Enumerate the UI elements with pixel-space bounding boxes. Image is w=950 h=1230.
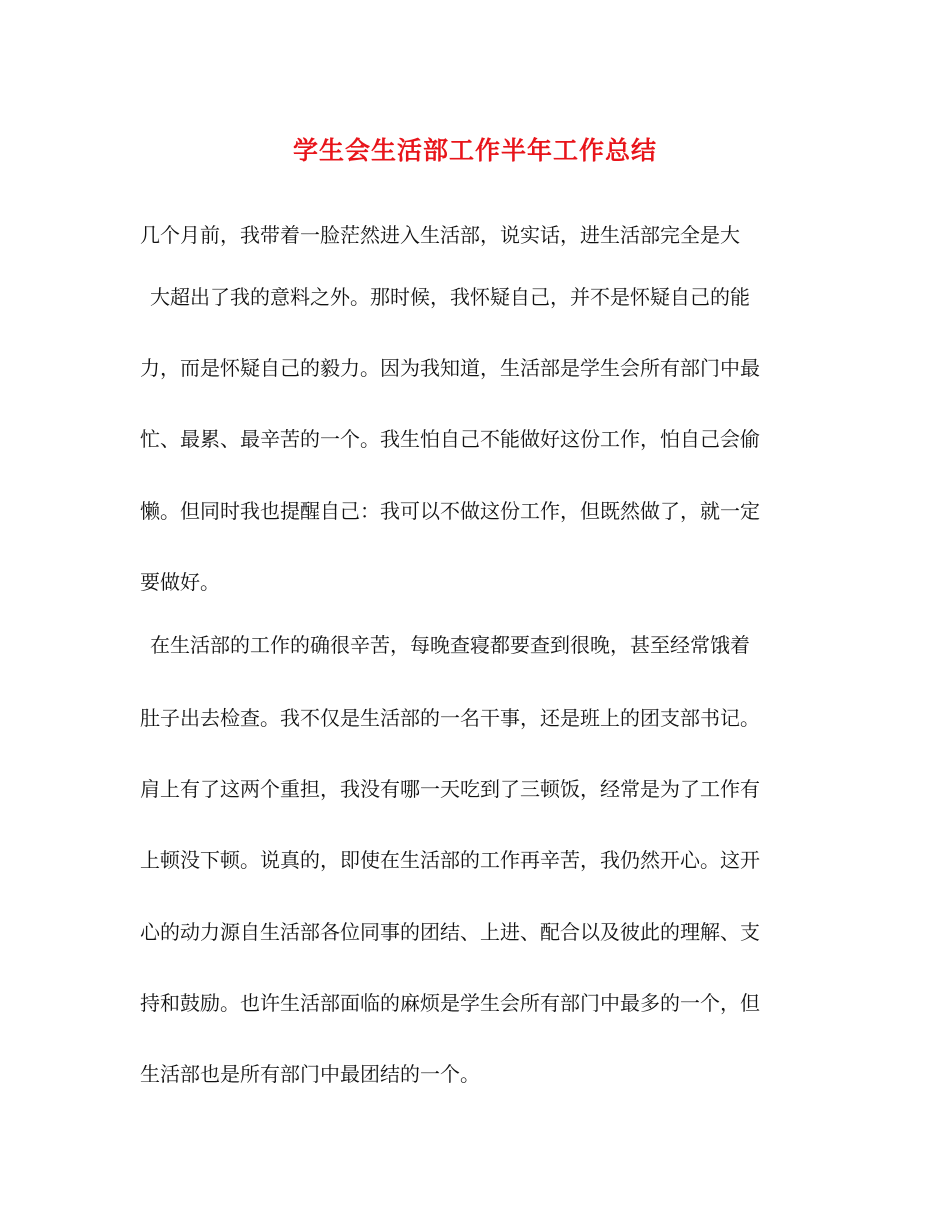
paragraph-line: 肩上有了这两个重担，我没有哪一天吃到了三顿饭，经常是为了工作有 [140, 777, 760, 801]
paragraph-line: 要做好。 [140, 570, 220, 594]
paragraph-line: 大超出了我的意料之外。那时候，我怀疑自己，并不是怀疑自己的能 [150, 285, 750, 309]
paragraph-line: 生活部也是所有部门中最团结的一个。 [140, 1062, 480, 1086]
paragraph-line: 上顿没下顿。说真的，即使在生活部的工作再辛苦，我仍然开心。这开 [140, 848, 760, 872]
paragraph-line: 几个月前，我带着一脸茫然进入生活部，说实话，进生活部完全是大 [140, 223, 740, 247]
paragraph-line: 肚子出去检查。我不仅是生活部的一名干事，还是班上的团支部书记。 [140, 706, 760, 730]
paragraph-line: 持和鼓励。也许生活部面临的麻烦是学生会所有部门中最多的一个，但 [140, 991, 760, 1015]
document-title: 学生会生活部工作半年工作总结 [292, 136, 657, 165]
paragraph-line: 心的动力源自生活部各位同事的团结、上进、配合以及彼此的理解、支 [140, 920, 760, 944]
paragraph-line: 在生活部的工作的确很辛苦，每晚查寝都要查到很晚，甚至经常饿着 [150, 633, 750, 657]
paragraph-line: 懒。但同时我也提醒自己：我可以不做这份工作，但既然做了，就一定 [140, 499, 760, 523]
paragraph-line: 忙、最累、最辛苦的一个。我生怕自己不能做好这份工作，怕自己会偷 [140, 427, 760, 451]
paragraph-line: 力，而是怀疑自己的毅力。因为我知道，生活部是学生会所有部门中最 [140, 356, 760, 380]
